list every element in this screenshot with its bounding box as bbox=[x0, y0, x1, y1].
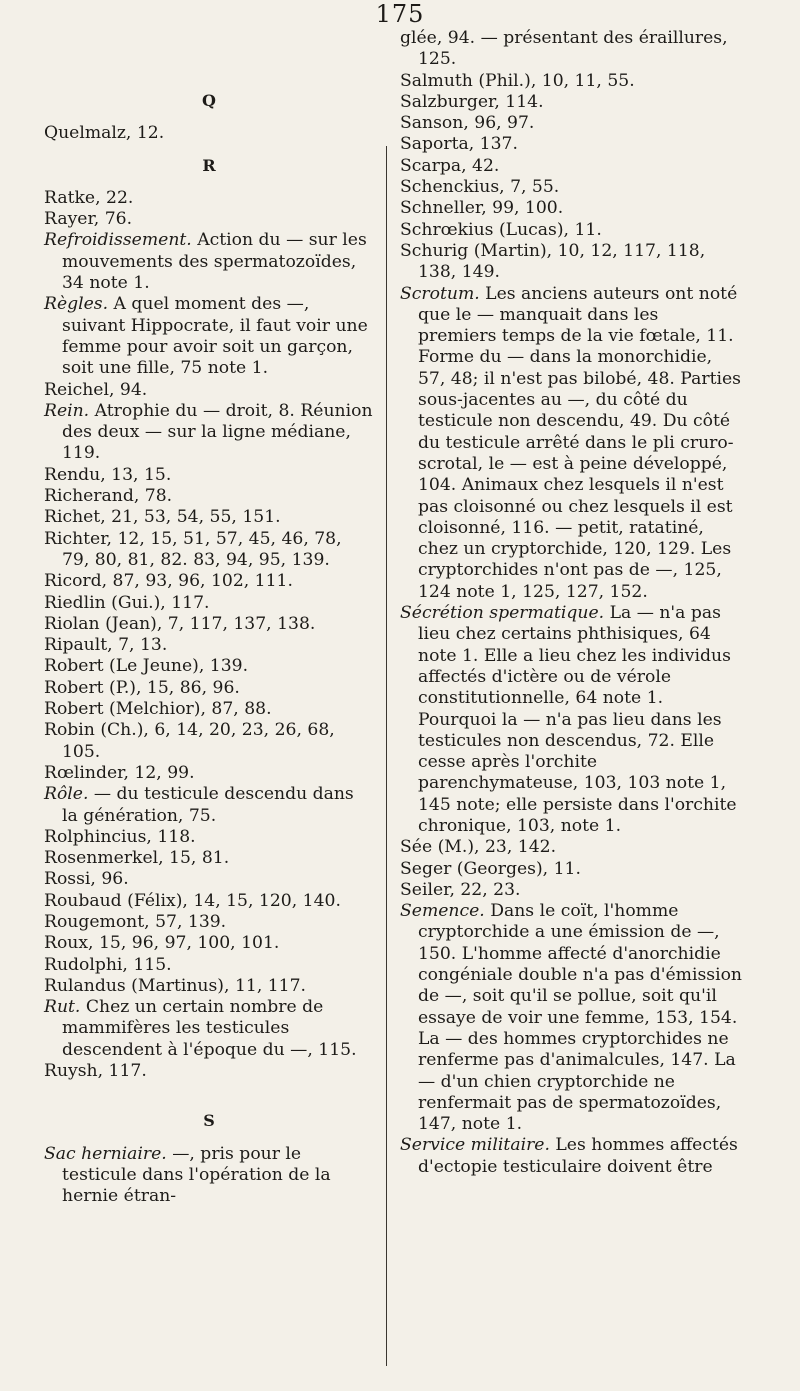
column-divider bbox=[386, 146, 387, 1366]
index-text: Reichel, 94. bbox=[44, 379, 148, 400]
index-entry bbox=[44, 933, 374, 954]
index-text: Seiler, 22, 23. bbox=[400, 879, 521, 900]
index-text: Ricord, 87, 93, 96, 102, 111. bbox=[44, 571, 293, 592]
index-entry bbox=[44, 230, 374, 294]
index-text: Richter, 12, 15, 51, 57, 45, 46, 78, 79, 80, 81, 82. 83, 94, 95, 139. bbox=[44, 528, 342, 570]
entries-r bbox=[44, 188, 374, 1082]
index-text: Dans le coït, l'homme cryptorchide a une émission de —, 150. L'homme affecté d'anorchidie congéniale double n'a pas d'émission de —, soit qu'il se pollue, soit qu'il essaye de voir une femme, 153, 154. La — des hommes cryptorchides ne renferme pas d'animalcules, 147. La — d'un chien cryptorchide ne renfermait pas de spermatozoïdes, 147, note 1. bbox=[418, 901, 743, 1135]
index-entry bbox=[44, 891, 374, 912]
index-term: Rein. bbox=[44, 400, 90, 421]
index-entry bbox=[44, 614, 374, 635]
index-term: Règles. bbox=[44, 294, 109, 315]
index-text: Schneller, 99, 100. bbox=[400, 198, 564, 219]
index-entry bbox=[44, 465, 374, 486]
index-text: Quelmalz, 12. bbox=[44, 123, 165, 144]
index-entry bbox=[44, 720, 374, 763]
index-text: Robin (Ch.), 6, 14, 20, 23, 26, 68, 105. bbox=[44, 720, 335, 762]
left-column bbox=[44, 28, 374, 1208]
index-entry bbox=[44, 912, 374, 933]
index-text: Sanson, 96, 97. bbox=[400, 113, 535, 134]
index-text: Ruysh, 117. bbox=[44, 1061, 147, 1082]
index-text: Rougemont, 57, 139. bbox=[44, 911, 227, 932]
index-entry bbox=[44, 486, 374, 507]
index-text: Les anciens auteurs ont noté que le — manquait dans les premiers temps de la vie fœtale, 11. Forme du — dans la monorchidie, 57, 48; il n'est pas bilobé, 48. Parties sous-jacentes au —, du côté du testicule non descendu, 49. Du côté du testicule arrêté dans le pli cruro-scrotal, le — est à peine développé, 104. Animaux chez lesquels il n'est pas cloisonné ou chez lesquels il est cloisonné, 116. — petit, ratatiné, chez un cryptorchide, 120, 129. Les cryptorchides n'ont pas de —, 125, 124 note 1, 125, 127, 152. bbox=[418, 283, 741, 602]
index-entry bbox=[44, 188, 374, 209]
index-term: Sac herniaire. bbox=[44, 1143, 167, 1164]
index-entry bbox=[400, 1135, 742, 1178]
index-text: Atrophie du — droit, 8. Réunion des deux — sur la ligne médiane, 119. bbox=[62, 400, 373, 464]
index-entry bbox=[400, 177, 742, 198]
index-entry bbox=[44, 593, 374, 614]
index-text: Riolan (Jean), 7, 117, 137, 138. bbox=[44, 613, 316, 634]
index-text: Rayer, 76. bbox=[44, 209, 133, 230]
index-entry bbox=[400, 284, 742, 603]
entries-right bbox=[400, 28, 742, 1178]
index-entry bbox=[44, 529, 374, 572]
index-text: Action du — sur les mouvements des spermatozoïdes, 34 note 1. bbox=[62, 230, 367, 294]
index-entry bbox=[44, 997, 374, 1061]
index-text: Salzburger, 114. bbox=[400, 91, 544, 112]
index-term: Semence. bbox=[400, 901, 485, 922]
index-entry bbox=[400, 71, 742, 92]
index-text: Roux, 15, 96, 97, 100, 101. bbox=[44, 933, 280, 954]
index-entry bbox=[400, 156, 742, 177]
section-letter-s: S bbox=[203, 1111, 215, 1131]
index-entry bbox=[44, 380, 374, 401]
index-entry bbox=[44, 869, 374, 890]
index-text: —, pris pour le testicule dans l'opération de la hernie étran- bbox=[62, 1143, 331, 1207]
index-entry bbox=[44, 123, 374, 144]
index-text: Robert (Le Jeune), 139. bbox=[44, 656, 249, 677]
right-column bbox=[400, 28, 742, 1178]
index-entry bbox=[400, 901, 742, 1135]
index-entry bbox=[400, 859, 742, 880]
index-entry bbox=[44, 1061, 374, 1082]
index-text: Ratke, 22. bbox=[44, 187, 134, 208]
index-entry bbox=[400, 241, 742, 284]
index-entry bbox=[400, 92, 742, 113]
index-text: Sée (M.), 23, 142. bbox=[400, 837, 557, 858]
index-text: Rudolphi, 115. bbox=[44, 954, 172, 975]
index-entry bbox=[400, 198, 742, 219]
section-letter-q: Q bbox=[202, 91, 216, 110]
index-entry bbox=[400, 134, 742, 155]
index-text: Robert (P.), 15, 86, 96. bbox=[44, 677, 240, 698]
index-text: La — n'a pas lieu chez certains phthisiques, 64 note 1. Elle a lieu chez les individus affectés d'ictère ou de vérole constitutionnelle, 64 note 1. Pourquoi la — n'a pas lieu dans les testicules non descendus, 72. Elle cesse après l'orchite parenchymateuse, 103, 103 note 1, 145 note; elle persiste dans l'orchite chronique, 103, note 1. bbox=[418, 603, 737, 836]
index-entry bbox=[400, 880, 742, 901]
index-text: Ripault, 7, 13. bbox=[44, 635, 168, 656]
index-term: Scrotum. bbox=[400, 283, 480, 304]
index-term: Sécrétion spermatique. bbox=[400, 603, 605, 624]
index-text: Rulandus (Martinus), 11, 117. bbox=[44, 975, 307, 996]
index-term: Rôle. bbox=[44, 784, 89, 805]
index-entry bbox=[44, 571, 374, 592]
index-entry bbox=[44, 209, 374, 230]
index-text: glée, 94. — présentant des éraillures, 125. bbox=[400, 28, 728, 70]
index-text: Seger (Georges), 11. bbox=[400, 858, 581, 879]
entries-s bbox=[44, 1144, 374, 1208]
index-term: Refroidissement. bbox=[44, 230, 192, 251]
index-text: — du testicule descendu dans la génération, 75. bbox=[62, 784, 354, 826]
index-text: Rosenmerkel, 15, 81. bbox=[44, 848, 230, 869]
index-text: Salmuth (Phil.), 10, 11, 55. bbox=[400, 70, 635, 91]
index-entry bbox=[44, 848, 374, 869]
index-text: Robert (Melchior), 87, 88. bbox=[44, 699, 272, 720]
index-text: Richet, 21, 53, 54, 55, 151. bbox=[44, 507, 281, 528]
index-entry bbox=[44, 1144, 374, 1208]
index-entry bbox=[44, 635, 374, 656]
index-entry bbox=[44, 507, 374, 528]
page-number: 175 bbox=[375, 0, 425, 28]
index-entry bbox=[44, 976, 374, 997]
index-text: Schurig (Martin), 10, 12, 117, 118, 138, 149. bbox=[400, 240, 706, 283]
index-entry bbox=[400, 220, 742, 241]
index-entry bbox=[44, 294, 374, 379]
index-entry bbox=[400, 603, 742, 837]
index-entry bbox=[400, 28, 742, 71]
index-entry bbox=[44, 678, 374, 699]
index-text: A quel moment des —, suivant Hippocrate, il faut voir une femme pour avoir soit un garçon, soit une fille, 75 note 1. bbox=[62, 294, 368, 379]
index-text: Les hommes affectés d'ectopie testiculaire doivent être bbox=[418, 1135, 738, 1177]
index-entry bbox=[44, 656, 374, 677]
index-entry bbox=[44, 827, 374, 848]
index-entry bbox=[400, 113, 742, 134]
index-text: Richerand, 78. bbox=[44, 486, 173, 507]
index-entry bbox=[44, 699, 374, 720]
index-entry bbox=[400, 837, 742, 858]
index-text: Rœlinder, 12, 99. bbox=[44, 762, 195, 783]
index-text: Rendu, 13, 15. bbox=[44, 464, 172, 485]
index-text: Scarpa, 42. bbox=[400, 155, 500, 176]
index-text: Schenckius, 7, 55. bbox=[400, 177, 560, 198]
index-text: Roubaud (Félix), 14, 15, 120, 140. bbox=[44, 890, 341, 911]
index-entry bbox=[44, 784, 374, 827]
index-entry bbox=[44, 955, 374, 976]
index-term: Service militaire. bbox=[400, 1135, 550, 1156]
index-entry bbox=[44, 401, 374, 465]
index-text: Rolphincius, 118. bbox=[44, 826, 196, 847]
index-text: Chez un certain nombre de mammifères les testicules descendent à l'époque du —, 115. bbox=[62, 997, 357, 1060]
index-entry bbox=[44, 763, 374, 784]
entries-q bbox=[44, 123, 374, 144]
index-text: Riedlin (Gui.), 117. bbox=[44, 592, 210, 613]
index-text: Saporta, 137. bbox=[400, 134, 518, 155]
index-term: Rut. bbox=[44, 997, 81, 1018]
section-letter-r: R bbox=[202, 155, 216, 175]
index-text: Rossi, 96. bbox=[44, 869, 129, 890]
index-text: Schrœkius (Lucas), 11. bbox=[400, 219, 602, 240]
